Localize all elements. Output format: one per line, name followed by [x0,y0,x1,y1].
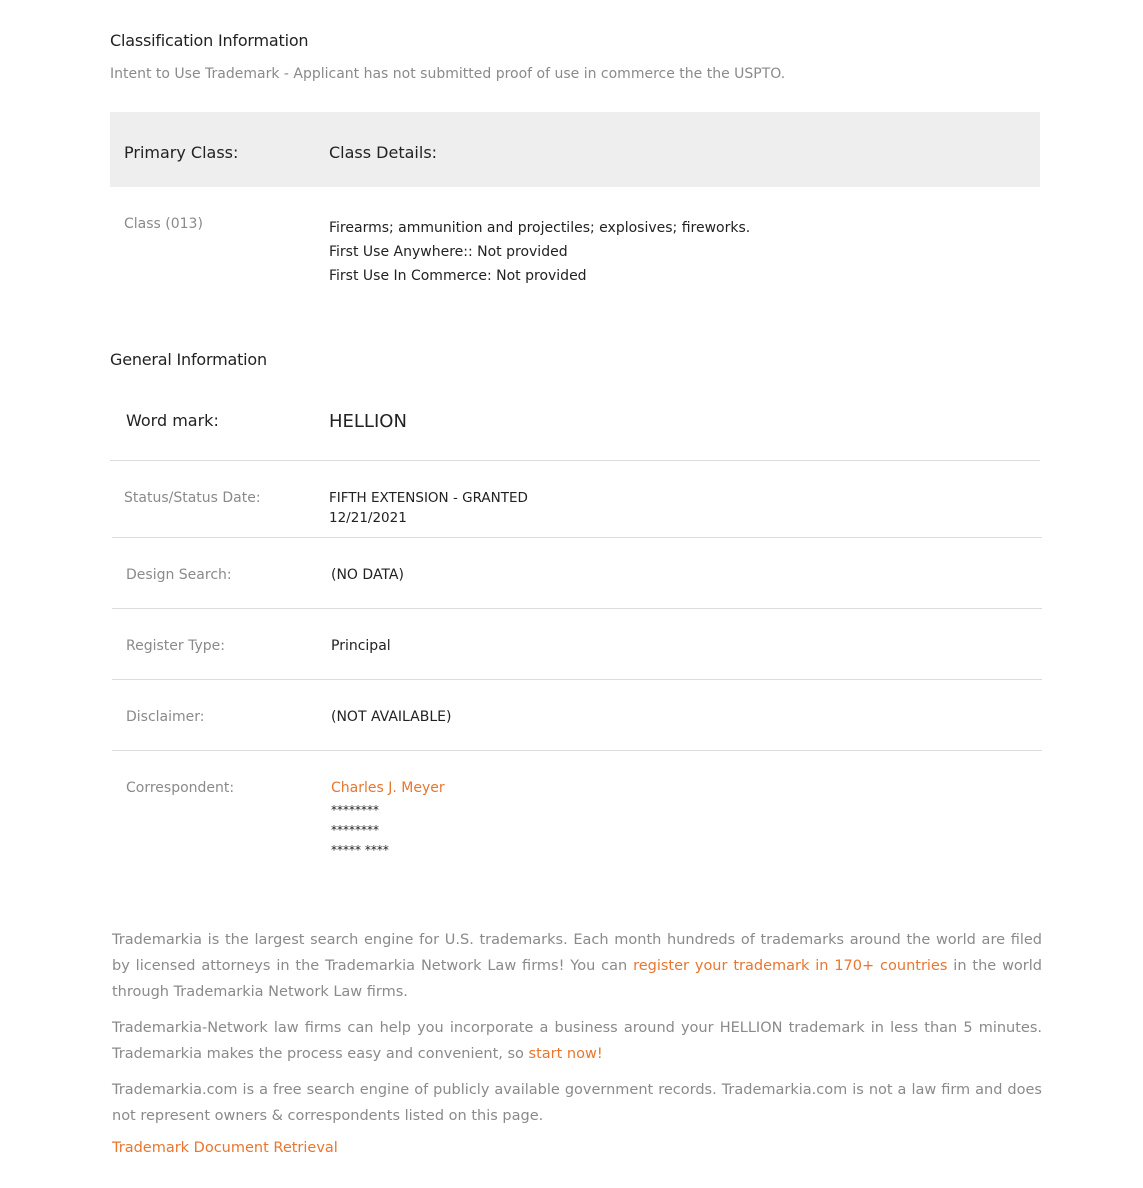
design-search-value: (NO DATA) [331,567,404,583]
correspondent-label: Correspondent: [126,780,235,796]
start-now-link[interactable]: start now! [528,1046,603,1062]
divider [112,608,1042,609]
divider [112,750,1042,751]
status-value: FIFTH EXTENSION - GRANTED [329,490,528,506]
status-label: Status/Status Date: [124,490,261,506]
primary-class-header: Primary Class: [124,143,239,162]
document-retrieval-link[interactable]: Trademark Document Retrieval [112,1140,338,1156]
divider [112,537,1042,538]
divider [110,460,1040,461]
class-details-header: Class Details: [329,143,438,162]
register-type-value: Principal [331,638,391,654]
classification-subtitle: Intent to Use Trademark - Applicant has not submitted proof of use in commerce the the USPTO. [110,66,786,82]
address-line: ******** [331,803,379,817]
footer-text: in the world through Trademarkia Network Law firms. [112,958,1042,1000]
correspondent-name-link[interactable]: Charles J. Meyer [331,780,445,796]
class-table-header [110,112,1040,187]
word-mark-label: Word mark: [126,411,219,430]
footer-paragraph-3 [112,1077,1042,1129]
address-line: ***** **** [331,843,389,857]
general-title: General Information [110,350,267,369]
footer-text: Trademarkia.com is a free search engine of publicly available government records. Trademarkia.com is not a law firm and does not represent owners & correspondents listed on this page. [112,1082,1042,1124]
footer-text: Trademarkia-Network law firms can help you incorporate a business around your HELLION trademark in less than 5 minutes. Trademarkia makes the process easy and convenient, so [112,1020,1042,1062]
divider [112,679,1042,680]
footer-text: Trademarkia is the largest search engine for U.S. trademarks. Each month hundreds of trademarks around the world are filed by licensed attorneys in the Trademarkia Network Law firms! You can [112,932,1042,974]
status-date: 12/21/2021 [329,510,407,526]
class-details [329,216,750,288]
correspondent-address [331,800,389,860]
footer-paragraph-1 [112,927,1042,1005]
first-use-anywhere: First Use Anywhere:: Not provided [329,244,568,260]
first-use-in-commerce: First Use In Commerce: Not provided [329,268,587,284]
class-number: Class (013) [124,216,203,232]
design-search-label: Design Search: [126,567,232,583]
address-line: ******** [331,823,379,837]
register-type-label: Register Type: [126,638,225,654]
classification-title: Classification Information [110,31,309,50]
register-trademark-link[interactable]: register your trademark in 170+ countries [633,958,948,974]
word-mark-value: HELLION [329,411,407,432]
disclaimer-value: (NOT AVAILABLE) [331,709,452,725]
disclaimer-label: Disclaimer: [126,709,205,725]
class-description: Firearms; ammunition and projectiles; explosives; fireworks. [329,220,751,236]
footer-paragraph-2 [112,1015,1042,1067]
